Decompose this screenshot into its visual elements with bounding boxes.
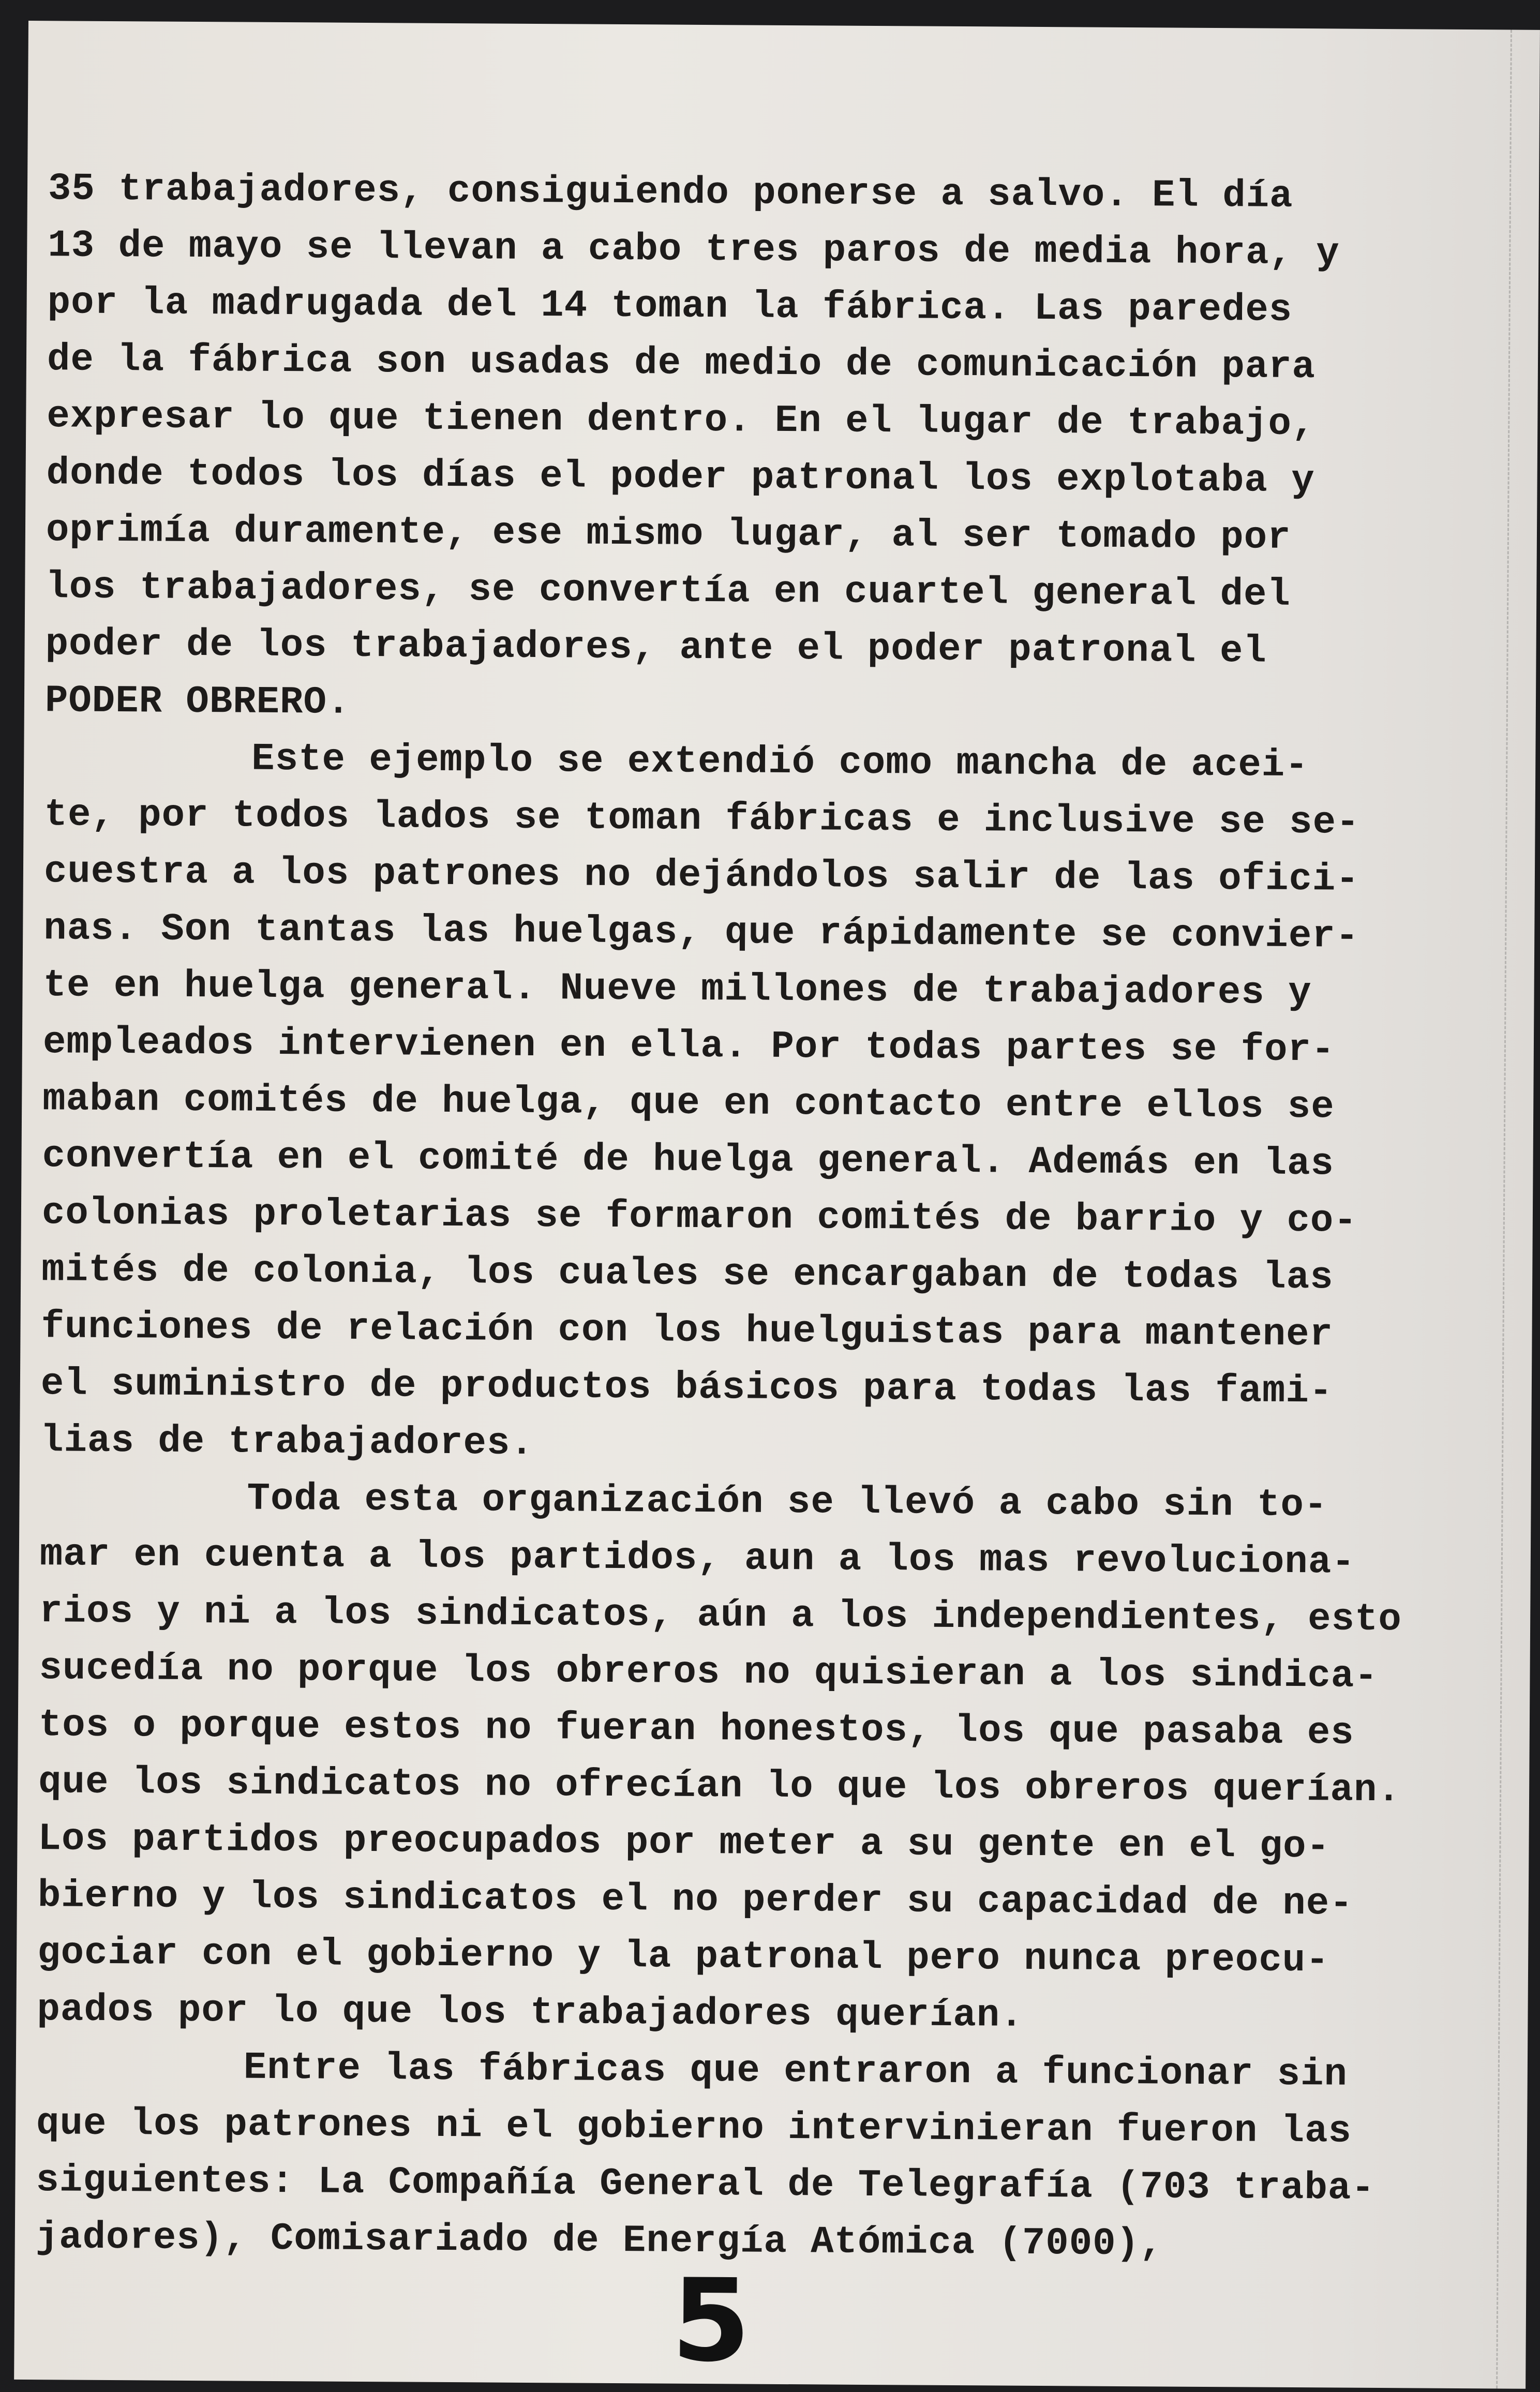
- text-line: cuestra a los patrones no dejándolos salir de las ofici-: [43, 850, 1359, 902]
- text-line: Los partidos preocupados por meter a su gente en el go-: [38, 1817, 1330, 1869]
- text-line: rios y ni a los sindicatos, aún a los independientes, esto: [39, 1590, 1402, 1642]
- paragraph-start-line: Este ejemplo se extendió como mancha de acei-: [251, 737, 1309, 788]
- text-line: expresar lo que tienen dentro. En el lugar de trabajo,: [47, 395, 1315, 446]
- text-line: por la madrugada del 14 toman la fábrica. Las paredes: [47, 281, 1293, 332]
- text-line: lias de trabajadores.: [40, 1419, 534, 1466]
- text-line: los trabajadores, se convertía en cuartel general del: [46, 565, 1291, 617]
- text-line: el suministro de productos básicos para todas las fami-: [40, 1362, 1333, 1414]
- paragraph-start-line: Entre las fábricas que entraron a funcionar sin: [243, 2046, 1348, 2097]
- text-line: convertía en el comité de huelga general. Además en las: [42, 1134, 1335, 1186]
- text-line: de la fábrica son usadas de medio de comunicación para: [47, 338, 1316, 390]
- text-line: mar en cuenta a los partidos, aun a los mas revoluciona-: [39, 1533, 1355, 1584]
- text-line: donde todos los días el poder patronal los explotaba y: [46, 452, 1315, 503]
- text-line: PODER OBRERO.: [44, 679, 351, 725]
- text-line: te, por todos lados se toman fábricas e inclusive se se-: [44, 793, 1360, 845]
- text-line: jadores), Comisariado de Energía Atómica (7000),: [35, 2216, 1163, 2266]
- text-line: tos o porque estos no fueran honestos, los que pasaba es: [38, 1703, 1354, 1755]
- document-page: [14, 21, 1540, 2389]
- body-text: [35, 160, 1445, 2274]
- page-number: 5: [671, 2254, 751, 2387]
- text-line: mités de colonia, los cuales se encargaban de todas las: [41, 1248, 1334, 1300]
- text-line: pados por lo que los trabajadores querían.: [37, 1988, 1024, 2038]
- text-line: siguientes: La Compañía General de Telegrafía (703 traba-: [36, 2159, 1375, 2210]
- text-line: 35 trabajadores, consiguiendo ponerse a salvo. El día: [48, 167, 1293, 218]
- paragraph-start-line: Toda esta organización se llevó a cabo sin to-: [247, 1477, 1328, 1528]
- text-line: 13 de mayo se llevan a cabo tres paros de media hora, y: [48, 224, 1340, 276]
- text-line: que los patrones ni el gobierno intervinieran fueron las: [36, 2102, 1352, 2154]
- text-line: oprimía duramente, ese mismo lugar, al ser tomado por: [46, 509, 1291, 560]
- text-line: sucedía no porque los obreros no quisieran a los sindica-: [39, 1647, 1378, 1698]
- text-line: nas. Son tantas las huelgas, que rápidamente se convier-: [43, 907, 1359, 959]
- text-line: empleados intervienen en ella. Por todas partes se for-: [42, 1021, 1335, 1072]
- text-line: colonias proletarias se formaron comités de barrio y co-: [41, 1191, 1357, 1243]
- text-line: bierno y los sindicatos el no perder su capacidad de ne-: [37, 1874, 1353, 1926]
- text-line: poder de los trabajadores, ante el poder patronal el: [45, 622, 1267, 674]
- text-line: maban comités de huelga, que en contacto entre ellos se: [42, 1078, 1335, 1129]
- text-line: gociar con el gobierno y la patronal pero nunca preocu-: [37, 1931, 1329, 1983]
- text-line: te en huelga general. Nueve millones de trabajadores y: [43, 964, 1312, 1015]
- text-line: funciones de relación con los huelguistas para mantener: [41, 1305, 1334, 1357]
- text-line: que los sindicatos no ofrecían lo que los obreros querían.: [38, 1760, 1401, 1813]
